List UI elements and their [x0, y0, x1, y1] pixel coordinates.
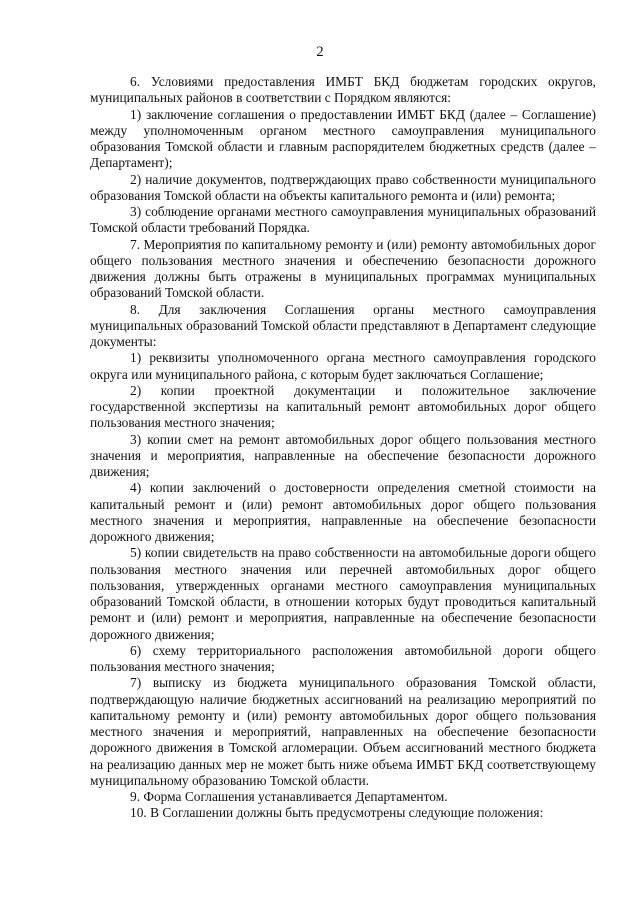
list-item-8-1: 1) реквизиты уполномоченного органа местного самоуправления городского округа или муниципального района, с которым будет заключаться Соглашение; [90, 350, 596, 382]
list-item-8-6: 6) схему территориального расположения автомобильной дороги общего пользования местного значения; [90, 642, 596, 674]
document-body [90, 74, 596, 822]
list-item-6-1: 1) заключение соглашения о предоставлении ИМБТ БКД (далее – Соглашение) между уполномоченным органом местного самоуправления муниципального образования Томской области и главным распорядителем бюджетных средств (далее – Департамент); [90, 106, 596, 171]
list-item-8-5: 5) копии свидетельств на право собственности на автомобильные дороги общего пользования местного значения или перечней автомобильных дорог общего пользования, утвержденных органами местного самоуправления муниципальных образований Томской области, в отношении которых будут проводиться капитальный ремонт и (или) ремонт и мероприятия, направленные на обеспечение безопасности дорожного движения; [90, 545, 596, 642]
list-item-6-3: 3) соблюдение органами местного самоуправления муниципальных образований Томской области требований Порядка. [90, 204, 596, 236]
list-item-8-2: 2) копии проектной документации и положительное заключение государственной экспертизы на капитальный ремонт автомобильных дорог общего пользования местного значения; [90, 382, 596, 431]
paragraph-6: 6. Условиями предоставления ИМБТ БКД бюджетам городских округов, муниципальных районов в соответствии с Порядком являются: [90, 74, 596, 106]
paragraph-8: 8. Для заключения Соглашения органы местного самоуправления муниципальных образований Томской области представляют в Департамент следующие документы: [90, 301, 596, 349]
paragraph-9: 9. Форма Соглашения устанавливается Департаментом. [130, 789, 448, 804]
page-number: 2 [316, 44, 324, 60]
list-item-8-4: 4) копии заключений о достоверности определения сметной стоимости на капитальный ремонт и (или) ремонт автомобильных дорог общего пользования местного значения и мероприятия, направленные на обеспечение безопасности дорожного движения; [90, 480, 596, 544]
list-item-8-7: 7) выписку из бюджета муниципального образования Томской области, подтверждающую наличие бюджетных ассигнований на реализацию мероприятий по капитальному ремонту и (или) ремонту автомобильных дорог общего пользования местного значения и мероприятий, направленных на обеспечение безопасности дорожного движения в Томской агломерации. Объем ассигнований местного бюджета на реализацию данных мер не может быть ниже объема ИМБТ БКД соответствующему муниципальному образованию Томской области. [90, 675, 596, 788]
paragraph-10: 10. В Соглашении должны быть предусмотрены следующие положения: [130, 805, 544, 821]
list-item-8-3: 3) копии смет на ремонт автомобильных дорог общего пользования местного значения и мероприятия, направленные на обеспечение безопасности дорожного движения; [90, 431, 596, 479]
list-item-6-2: 2) наличие документов, подтверждающих право собственности муниципального образования Томской области на объекты капитального ремонта и (или) ремонта; [90, 171, 596, 203]
paragraph-7: 7. Мероприятия по капитальному ремонту и (или) ремонту автомобильных дорог общего пользования местного значения и обеспечению безопасности дорожного движения должны быть отражены в муниципальных программах муниципальных образований Томской области. [90, 236, 596, 301]
